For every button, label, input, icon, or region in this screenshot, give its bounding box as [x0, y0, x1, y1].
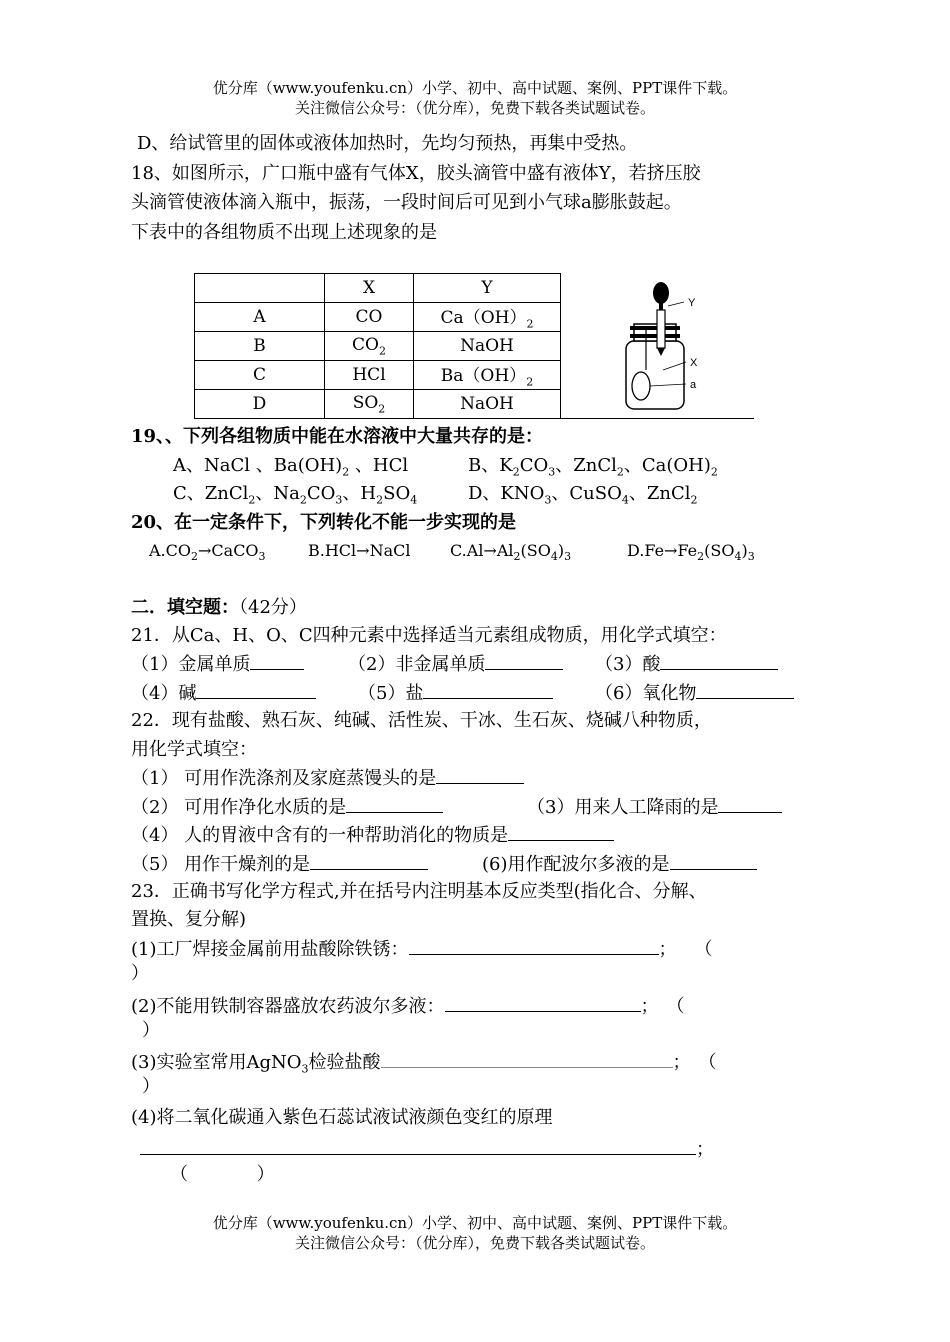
row-b-option: B	[195, 332, 325, 361]
dropper-tube	[657, 310, 665, 348]
q21-item-6: （6）氧化物	[595, 681, 794, 706]
q19-option-d: D、$KNO_3$、CuSO$_4$、ZnCl$_2$	[468, 483, 698, 507]
table-row	[195, 361, 561, 390]
row-a-x: CO	[325, 303, 414, 332]
q22-item-2: （2） 可用作净化水质的是	[131, 795, 443, 820]
q17-option-d: D、给试管里的固体或液体加热时，先均匀预热，再集中受热。	[137, 133, 638, 154]
row-d-option: D	[195, 390, 325, 419]
q20-stem: 20、在一定条件下，下列转化不能一步实现的是	[131, 512, 517, 533]
dropper-neck	[659, 302, 663, 310]
q22-stem-line-1: 22．现有盐酸、熟石灰、纯碱、活性炭、干冰、生石灰、烧碱八种物质，	[131, 710, 712, 731]
footer-line-1: 优分库（www.youfenku.cn）小学、初中、高中试题、案例、PPT课件下载。	[212, 1214, 738, 1232]
q21-stem: 21．从Ca、H、O、C四种元素中选择适当元素组成物质，用化学式填空：	[131, 625, 727, 646]
row-a-y: $Ca(OH)_2$	[414, 303, 561, 332]
stopper-top	[630, 326, 680, 330]
q20-option-c: $C.Al\to Al_2(SO_4)_3$	[450, 541, 572, 564]
section-2-title: 二．填空题：（42分）	[131, 597, 307, 618]
table-header-x: X	[325, 274, 414, 303]
balloon-a	[632, 372, 650, 400]
q21-item-1: （1）金属单质	[131, 652, 304, 677]
table-row	[195, 303, 561, 332]
q19-option-c: C、ZnCl$_2$、$Na_2CO_3$、$H_2SO_4$	[173, 483, 418, 507]
q23-item-2-close: ）	[142, 1020, 160, 1041]
label-a-leader	[650, 384, 686, 386]
q19-option-b: B、$K_2CO_3$、ZnCl$_2$、$Ca(OH)_2$	[468, 455, 718, 479]
q23-stem-line-2: 置换、复分解)	[131, 909, 247, 930]
q19-option-a: A、NaCl 、$Ba(OH)_2$ 、HCl	[173, 455, 409, 479]
stopper-bottom	[630, 334, 680, 338]
q23-item-1-close: ）	[131, 963, 149, 984]
row-a-option: A	[195, 303, 325, 332]
q18-table	[194, 273, 561, 419]
footer-line-2: 关注微信公众号：（优分库），免费下载各类试题试卷。	[294, 1234, 655, 1252]
q21-item-5: （5）盐	[358, 681, 553, 706]
table-row	[195, 390, 561, 419]
q23-item-3-close: ）	[142, 1076, 160, 1097]
q23-item-4-paren: （ ）	[170, 1164, 275, 1185]
label-x: X	[690, 357, 698, 369]
row-d-y: NaOH	[414, 390, 561, 419]
row-c-option: C	[195, 361, 325, 390]
table-header-row	[195, 274, 561, 303]
q18-stem-line-1: 18、如图所示，广口瓶中盛有气体X，胶头滴管中盛有液体Y，若挤压胶	[131, 163, 701, 184]
q19-stem: 19、、下列各组物质中能在水溶液中大量共存的是：	[131, 426, 544, 447]
q23-item-4: (4)将二氧化碳通入紫色石蕊试液试液颜色变红的原理	[131, 1107, 553, 1128]
q23-stem-line-1: 23．正确书写化学方程式,并在括号内注明基本反应类型(指化合、分解、	[131, 881, 707, 902]
label-a: a	[690, 379, 697, 391]
q21-item-2: （2）非金属单质	[348, 652, 563, 677]
q22-item-5: （5） 用作干燥剂的是	[131, 852, 428, 877]
q21-item-3: （3）酸	[595, 652, 778, 677]
q22-item-1: （1） 可用作洗涤剂及家庭蒸馒头的是	[131, 766, 524, 791]
q23-item-1: (1)工厂焊接金属前用盐酸除铁锈： ； （	[131, 939, 713, 960]
q20-option-b: B.HCl→NaCl	[308, 541, 411, 560]
q18-stem-line-3: 下表中的各组物质不出现上述现象的是	[131, 222, 437, 243]
q22-item-4: （4） 人的胃液中含有的一种帮助消化的物质是	[131, 823, 614, 848]
table-row	[195, 332, 561, 361]
table-header-blank	[195, 274, 325, 303]
row-b-x: $CO_2$	[325, 332, 414, 361]
row-d-x: $SO_2$	[325, 390, 414, 419]
row-c-y: $Ba(OH)_2$	[414, 361, 561, 390]
q20-option-a: $A.CO_2\to CaCO_3$	[149, 541, 266, 564]
table-extension-rule	[560, 418, 754, 419]
q18-stem-line-2: 头滴管使液体滴入瓶中，振荡，一段时间后可见到小气球a膨胀鼓起。	[131, 192, 682, 213]
q22-item-6: (6)用作配波尔多液的是	[482, 852, 757, 877]
dropper-bulb	[653, 282, 669, 304]
label-y: Y	[688, 297, 696, 309]
q23-item-2: (2)不能用铁制容器盛放农药波尔多液： ； （	[131, 996, 685, 1017]
header-line-1: 优分库（www.youfenku.cn）小学、初中、高中试题、案例、PPT课件下载。	[212, 79, 738, 97]
q23-item-3: (3)实验室常用AgNO$_3$检验盐酸 ； （	[131, 1052, 717, 1076]
dropper-tip	[657, 348, 665, 356]
table-header-y: Y	[414, 274, 561, 303]
row-b-y: NaOH	[414, 332, 561, 361]
q22-item-3: （3）用来人工降雨的是	[527, 795, 782, 820]
q21-item-4: （4）碱	[131, 681, 316, 706]
row-c-x: HCl	[325, 361, 414, 390]
q20-option-d: $D.Fe\to Fe_2(SO_4)_3$	[627, 541, 755, 564]
q22-stem-line-2: 用化学式填空：	[131, 739, 257, 760]
label-x-leader	[663, 362, 686, 370]
flask-dropper-diagram	[608, 278, 718, 414]
label-y-leader	[668, 302, 684, 306]
q23-item-4-answer-line: ；	[140, 1137, 714, 1162]
header-line-2: 关注微信公众号：（优分库），免费下载各类试题试卷。	[294, 99, 655, 117]
